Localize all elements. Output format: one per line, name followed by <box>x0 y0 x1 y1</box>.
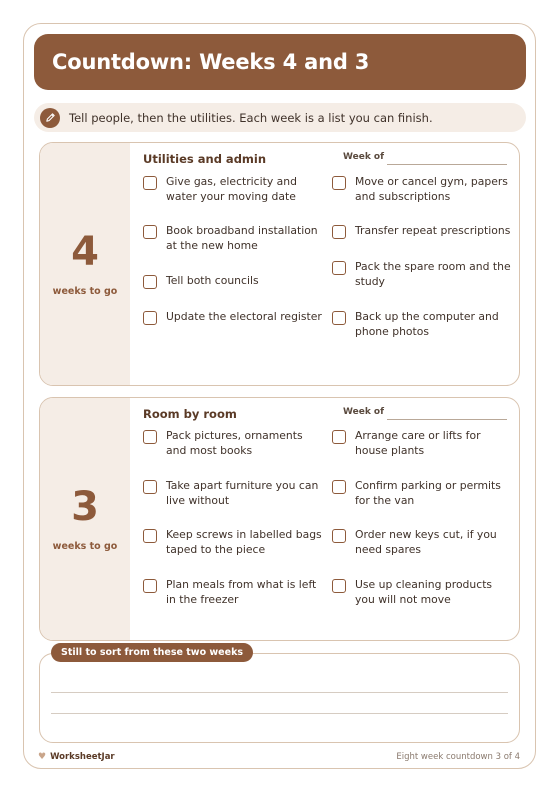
weeks-to-go-label: weeks to go <box>52 285 118 297</box>
instruction-banner <box>34 103 526 132</box>
week-of-label: Week of <box>343 407 385 417</box>
checklist-item-label: Use up cleaning products you will not move <box>355 578 493 606</box>
checklist-item <box>143 175 323 204</box>
checklist-item-label: Pack the spare room and the study <box>355 260 511 288</box>
checklist-item-label: Transfer repeat prescriptions <box>355 224 511 237</box>
weeks-to-go-label: weeks to go <box>52 540 118 552</box>
pencil-icon <box>40 108 60 128</box>
checkbox[interactable] <box>143 176 157 190</box>
checkbox[interactable] <box>143 430 157 444</box>
instruction-text: Tell people, then the utilities. Each week is a list you can finish. <box>69 110 433 125</box>
checklist-item <box>332 175 512 204</box>
week-number: 3 <box>71 483 99 530</box>
footer-brand <box>38 752 115 762</box>
notes-line[interactable] <box>51 713 508 714</box>
checkbox[interactable] <box>143 275 157 289</box>
checkbox[interactable] <box>332 261 346 275</box>
checklist-item <box>143 479 323 508</box>
checkbox[interactable] <box>332 529 346 543</box>
checklist-item <box>332 528 512 557</box>
checklist-item <box>332 310 512 339</box>
checklist-item <box>143 528 323 557</box>
checklist-item-label: Plan meals from what is left in the freezer <box>166 578 317 606</box>
checklist-item-label: Tell both councils <box>166 274 259 287</box>
week-3-panel <box>39 397 520 641</box>
checklist-item <box>143 429 323 458</box>
checklist-item-label: Order new keys cut, if you need spares <box>355 528 497 556</box>
checklist-item <box>143 310 323 325</box>
section-title: Room by room <box>143 407 237 421</box>
checklist-item-label: Give gas, electricity and water your moving date <box>166 175 297 203</box>
checklist-item-label: Book broadband installation at the new home <box>166 224 318 252</box>
checkbox[interactable] <box>143 579 157 593</box>
week-4-side <box>40 143 130 385</box>
checklist-item-label: Move or cancel gym, papers and subscriptions <box>355 175 508 203</box>
week-of-field[interactable] <box>387 164 507 165</box>
page-indicator: Eight week countdown 3 of 4 <box>396 752 520 762</box>
checklist-item-label: Take apart furniture you can live without <box>166 479 319 507</box>
checkbox[interactable] <box>143 529 157 543</box>
checkbox[interactable] <box>143 480 157 494</box>
section-title: Utilities and admin <box>143 152 267 166</box>
checklist-item-label: Back up the computer and phone photos <box>355 310 499 338</box>
checklist-item-label: Pack pictures, ornaments and most books <box>166 429 303 457</box>
checkbox[interactable] <box>332 430 346 444</box>
week-3-side <box>40 398 130 640</box>
week-of-field[interactable] <box>387 419 507 420</box>
checklist-item-label: Update the electoral register <box>166 310 322 323</box>
checkbox[interactable] <box>332 176 346 190</box>
notes-panel <box>39 653 520 743</box>
checkbox[interactable] <box>143 311 157 325</box>
checklist-item-label: Confirm parking or permits for the van <box>355 479 501 507</box>
page-header <box>34 34 526 90</box>
week-of-label: Week of <box>343 152 385 162</box>
checklist-item <box>143 274 323 289</box>
checkbox[interactable] <box>332 480 346 494</box>
checklist-item <box>332 429 512 458</box>
checklist-item <box>332 578 512 607</box>
checkbox[interactable] <box>332 579 346 593</box>
checklist-item <box>332 260 512 289</box>
week-4-panel <box>39 142 520 386</box>
checklist-item <box>143 224 323 253</box>
heart-icon: ♥ <box>38 752 47 762</box>
checklist-item-label: Arrange care or lifts for house plants <box>355 429 481 457</box>
checkbox[interactable] <box>332 311 346 325</box>
checklist-item <box>332 224 512 239</box>
page-title: Countdown: Weeks 4 and 3 <box>52 50 370 74</box>
notes-title: Still to sort from these two weeks <box>51 643 253 662</box>
checkbox[interactable] <box>332 225 346 239</box>
checklist-item-label: Keep screws in labelled bags taped to the piece <box>166 528 322 556</box>
week-number: 4 <box>71 228 99 275</box>
checklist-item <box>332 479 512 508</box>
notes-line[interactable] <box>51 692 508 693</box>
brand-name: WorksheetJar <box>50 752 115 762</box>
checklist-item <box>143 578 323 607</box>
checkbox[interactable] <box>143 225 157 239</box>
